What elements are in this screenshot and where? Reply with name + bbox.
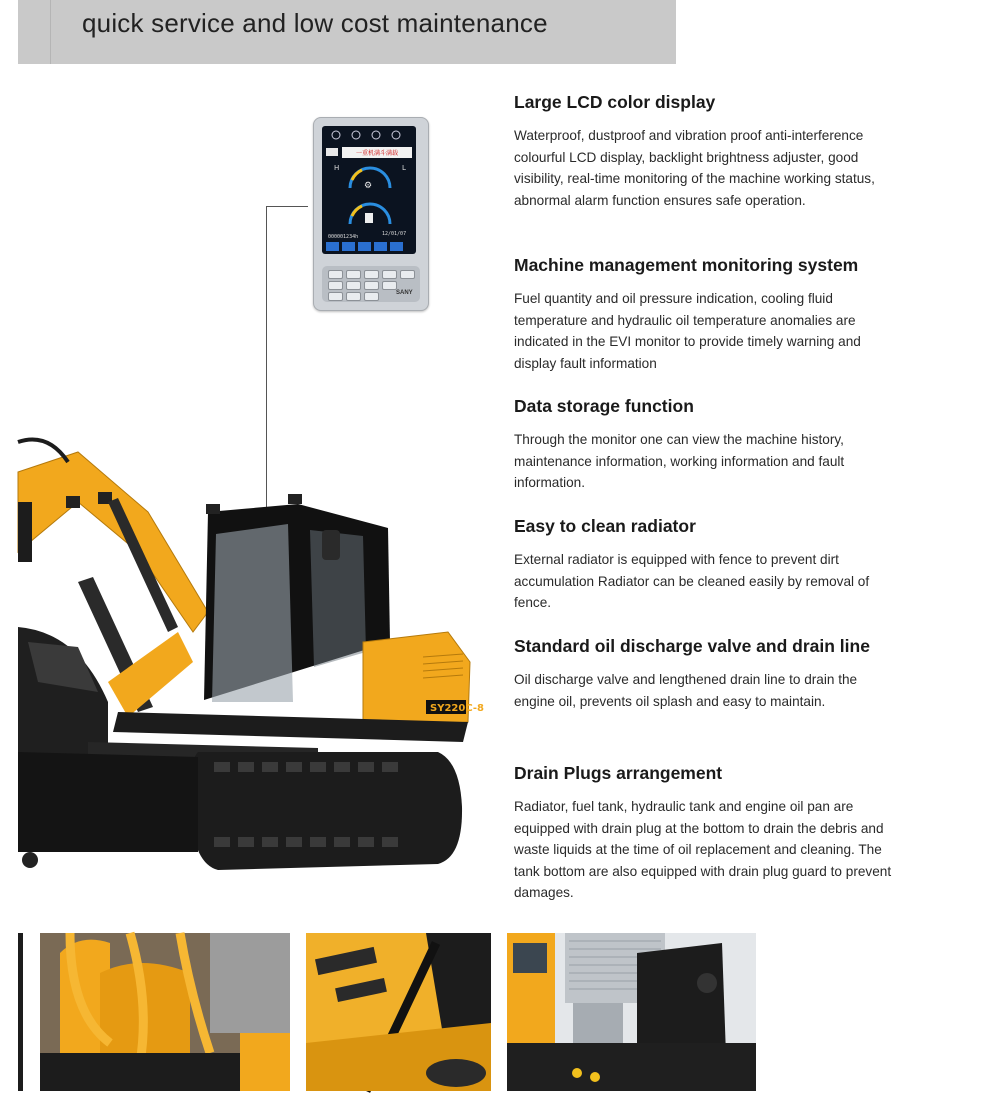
monitor-brand-badge: SANY (396, 290, 413, 296)
excavator-image (18, 432, 484, 872)
svg-text:000001234h: 000001234h (328, 234, 359, 240)
svg-text:H: H (334, 164, 340, 172)
feature-description: Fuel quantity and oil pressure indication, cooling fluid temperature and hydraulic oil temperature anomalies are indicated in the EVI monitor to provide timely warning and display fault information (514, 291, 861, 371)
lcd-screen (322, 126, 416, 254)
feature-description: Through the monitor one can view the machine history, maintenance information, working information and fault information. (514, 432, 845, 490)
lcd-header-text: 一重机满斗满载 (355, 150, 399, 157)
photo-drain-valve (306, 933, 491, 1091)
photo-radiator-graphic (507, 933, 756, 1091)
banner-divider (50, 0, 51, 64)
feature-description: External radiator is equipped with fence to prevent dirt accumulation Radiator can be cleaned easily by removal of fence. (514, 552, 870, 610)
photo-edge-strip (18, 933, 23, 1091)
photo-hydraulic-lines (40, 933, 290, 1091)
feature-title: Standard oil discharge valve and drain line (514, 636, 870, 656)
feature-description: Radiator, fuel tank, hydraulic tank and engine oil pan are equipped with drain plug at the bottom to drain the debris and waste liquids at the time of oil replacement and cleaning. The tank bottom are also equipped with drain plug guard to prevent damages. (514, 799, 892, 900)
feature-title: Machine management monitoring system (514, 255, 859, 275)
feature-monitoring-system (514, 255, 900, 374)
feature-data-storage (514, 396, 900, 494)
feature-drain-plugs (514, 763, 900, 904)
feature-lcd-display (514, 92, 900, 211)
svg-text:⚙: ⚙ (364, 181, 373, 191)
feature-title: Easy to clean radiator (514, 516, 696, 536)
photo-hydraulic-lines-graphic (40, 933, 290, 1091)
banner-title: quick service and low cost maintenance (82, 8, 548, 38)
model-label: SY220C-8 (430, 703, 484, 714)
svg-text:12/01/07: 12/01/07 (382, 231, 407, 237)
section-banner (18, 0, 676, 64)
feature-description: Oil discharge valve and lengthened drain line to drain the engine oil, prevents oil splash and easy to maintain. (514, 672, 858, 709)
svg-text:L: L (402, 164, 406, 172)
feature-title: Data storage function (514, 396, 694, 416)
lcd-screen-graphics (322, 126, 416, 254)
feature-title: Large LCD color display (514, 92, 716, 112)
photo-drain-valve-graphic (306, 933, 491, 1091)
feature-oil-discharge (514, 636, 900, 712)
feature-description: Waterproof, dustproof and vibration proof anti-interference colourful LCD display, backlight brightness adjuster, good visibility, real-time monitoring of the machine working status, abnormal alarm function ensures safe operation. (514, 128, 875, 208)
photo-radiator (507, 933, 756, 1091)
callout-line-horizontal (266, 206, 308, 207)
monitor-keypad (322, 266, 420, 302)
feature-title: Drain Plugs arrangement (514, 763, 723, 783)
feature-radiator (514, 516, 900, 614)
lcd-monitor-image (313, 117, 429, 311)
